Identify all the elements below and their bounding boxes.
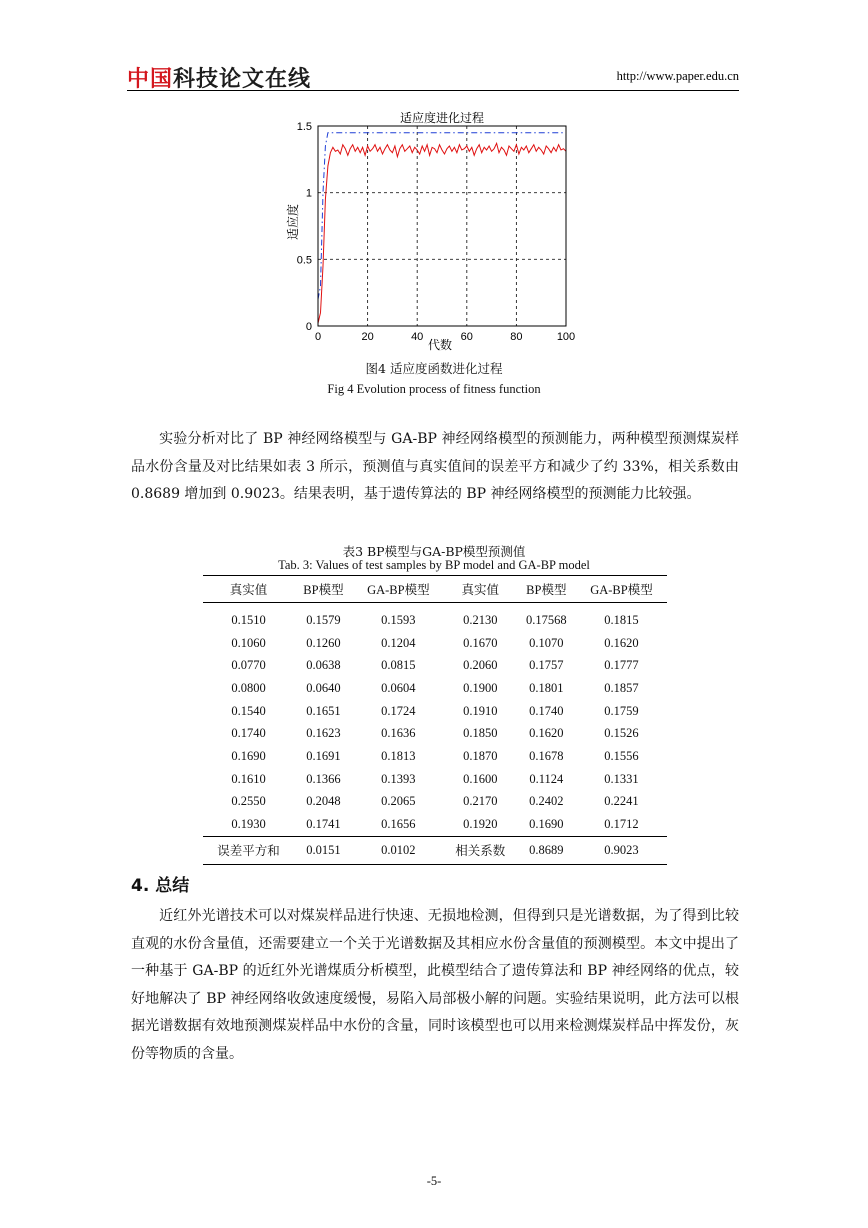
table-cell: 0.1777: [604, 658, 639, 673]
table-cell: 0.1620: [529, 726, 564, 741]
col-header: 真实值: [444, 576, 517, 603]
table-cell: 0.0815: [381, 658, 416, 673]
figure-caption-en: Fig 4 Evolution process of fitness function: [327, 382, 541, 396]
table-row: [203, 813, 667, 836]
table-row: [203, 745, 667, 768]
table-row: [203, 722, 667, 745]
table-cell: 0.1060: [231, 635, 266, 650]
chart-ticks: [297, 121, 575, 343]
table-cell: 0.1600: [463, 771, 498, 786]
table-cell: 0.1759: [604, 703, 639, 718]
x-tick-label: 20: [361, 331, 374, 343]
chart-frame: [318, 126, 566, 326]
table-cell: 误差平方和: [203, 836, 294, 864]
fitness-chart-svg: [270, 108, 590, 358]
table-cell: 0.8689: [517, 836, 576, 864]
x-tick-label: 40: [411, 331, 424, 343]
table-row: [203, 791, 667, 814]
table-cell: 0.1610: [231, 771, 266, 786]
x-tick-label: 0: [314, 331, 322, 343]
series-line-0: [318, 133, 566, 300]
table-cell: 0.0102: [353, 836, 444, 864]
table-body: [203, 603, 667, 837]
table-cell: 0.1740: [529, 703, 564, 718]
y-tick-label: 0.5: [296, 254, 312, 267]
table-cell: 0.1691: [306, 748, 341, 763]
col-header: BP模型: [294, 576, 353, 603]
chart-series: [318, 133, 566, 324]
table-cell: 0.1724: [381, 703, 416, 718]
y-tick-label: 1.5: [296, 121, 312, 133]
table-cell: 0.0151: [294, 836, 353, 864]
table-cell: 0.1540: [231, 703, 266, 718]
table-cell: 0.1579: [306, 612, 341, 627]
page-number: -5-: [426, 1174, 442, 1188]
paragraph-2-text: 近红外光谱技术可以对煤炭样品进行快速、无损地检测，但得到只是光谱数据，为了得到比较直观的水份含量值，还需要建立一个关于光谱数据及其相应水份含量值的预测模型。本文中提出了一种基于 GA-BP 的近红外光谱煤质分析模型，此模型结合了遗传算法和 BP 神经网络的优点，较好地解决了 BP 神经网络收敛速度缓慢，易陷入局部极小解的问题。实验结果说明，此方法可以根据光谱数据有效地预测煤炭样品中水份的含量，同时该模型也可以用来检测煤炭样品中挥发份，灰份等物质的含量。: [131, 908, 739, 1062]
col-header: BP模型: [517, 576, 576, 603]
table-row: [203, 603, 667, 632]
table-title-en: Tab. 3: Values of test samples by BP model and GA-BP model: [278, 558, 590, 572]
table-row: [203, 700, 667, 723]
table-cell: 0.1870: [463, 748, 498, 763]
table-cell: 0.17568: [525, 612, 567, 627]
table-row: [203, 677, 667, 700]
table-cell: 0.2065: [381, 794, 416, 809]
table-cell: 相关系数: [444, 836, 517, 864]
table-cell: 0.1204: [381, 635, 416, 650]
table-cell: 0.1331: [604, 771, 639, 786]
col-header: GA-BP模型: [576, 576, 667, 603]
table-cell: 0.1712: [604, 817, 639, 832]
paragraph-1-text: 实验分析对比了 BP 神经网络模型与 GA-BP 神经网络模型的预测能力，两种模型预测煤炭样品水份含量及对比结果如表 3 所示，预测值与真实值间的误差平方和减少了约 33%，相关系数由 0.8689 增加到 0.9023。结果表明，基于遗传算法的 BP 神经网络模型的预测能力比较强。: [131, 431, 739, 502]
table-row: [203, 632, 667, 655]
x-tick-label: 100: [556, 331, 576, 343]
figure-caption-cn: 图4 适应度函数进化过程: [365, 361, 503, 376]
series-line-1: [318, 143, 566, 323]
table-cell: 0.0770: [231, 658, 266, 673]
body-paragraph-1: [131, 426, 739, 509]
table-cell: 0.1620: [604, 635, 639, 650]
prediction-table: [203, 575, 667, 865]
table-cell: 0.1070: [529, 635, 564, 650]
table-cell: 0.1741: [306, 817, 341, 832]
table-cell: 0.1678: [529, 748, 564, 763]
table-cell: 0.0800: [231, 680, 266, 695]
table-row: [203, 654, 667, 677]
table-cell: 0.1366: [306, 771, 341, 786]
table-cell: 0.1651: [306, 703, 341, 718]
table-cell: 0.1656: [381, 817, 416, 832]
logo-text-dark: 科技论文在线: [173, 67, 312, 92]
table-cell: 0.1813: [381, 748, 416, 763]
table-cell: 0.1740: [231, 726, 266, 741]
col-header: GA-BP模型: [353, 576, 444, 603]
table-cell: 0.0640: [306, 680, 341, 695]
table-cell: 0.0638: [306, 658, 341, 673]
logo-text-red: 中国: [127, 67, 174, 92]
table-cell: 0.2402: [529, 794, 564, 809]
table-row: [203, 768, 667, 791]
y-tick-label: 0: [305, 321, 312, 333]
chart-title: 适应度进化过程: [399, 111, 485, 125]
x-tick-label: 60: [460, 331, 473, 343]
table-title-cn: 表3 BP模型与GA-BP模型预测值: [342, 544, 526, 559]
journal-logo: [127, 62, 311, 93]
header-url[interactable]: http://www.paper.edu.cn: [616, 69, 739, 83]
table-cell: 0.1260: [306, 635, 341, 650]
col-header: 真实值: [203, 576, 294, 603]
table-cell: 0.1690: [231, 748, 266, 763]
table-cell: 0.2130: [463, 612, 498, 627]
section-heading: 4. 总结: [131, 876, 190, 896]
table-cell: 0.1801: [529, 680, 564, 695]
chart-ylabel: 适应度: [286, 203, 300, 241]
table-cell: 0.1757: [529, 658, 564, 673]
table-cell: 0.1556: [604, 748, 639, 763]
table-cell: 0.1124: [529, 771, 564, 786]
table-cell: 0.1526: [604, 726, 639, 741]
table-cell: 0.1910: [463, 703, 498, 718]
y-tick-label: 1: [305, 187, 312, 200]
x-tick-label: 80: [510, 331, 523, 343]
table-cell: 0.1670: [463, 635, 498, 650]
table-cell: 0.0604: [381, 680, 416, 695]
table-cell: 0.1636: [381, 726, 416, 741]
table-cell: 0.1900: [463, 680, 498, 695]
table-cell: 0.1623: [306, 726, 341, 741]
table-cell: 0.2060: [463, 658, 498, 673]
table-summary-row: [203, 836, 667, 864]
fitness-chart: [270, 108, 590, 358]
table-cell: 0.1850: [463, 726, 498, 741]
table-cell: 0.1690: [529, 817, 564, 832]
table-cell: 0.1857: [604, 680, 639, 695]
table-cell: 0.1920: [463, 817, 498, 832]
table-header-row: [203, 576, 667, 603]
table-cell: 0.2550: [231, 794, 266, 809]
table-cell: 0.1815: [604, 612, 639, 627]
chart-grid: [318, 126, 566, 326]
table-cell: 0.1593: [381, 612, 416, 627]
table-cell: 0.9023: [576, 836, 667, 864]
table-cell: 0.1393: [381, 771, 416, 786]
table-cell: 0.2170: [463, 794, 498, 809]
chart-xlabel: 代数: [427, 338, 453, 352]
table-cell: 0.2241: [604, 794, 639, 809]
body-paragraph-2: [131, 903, 739, 1068]
page-header: [127, 60, 739, 91]
table-cell: 0.2048: [306, 794, 341, 809]
table-cell: 0.1930: [231, 817, 266, 832]
table-cell: 0.1510: [231, 612, 266, 627]
